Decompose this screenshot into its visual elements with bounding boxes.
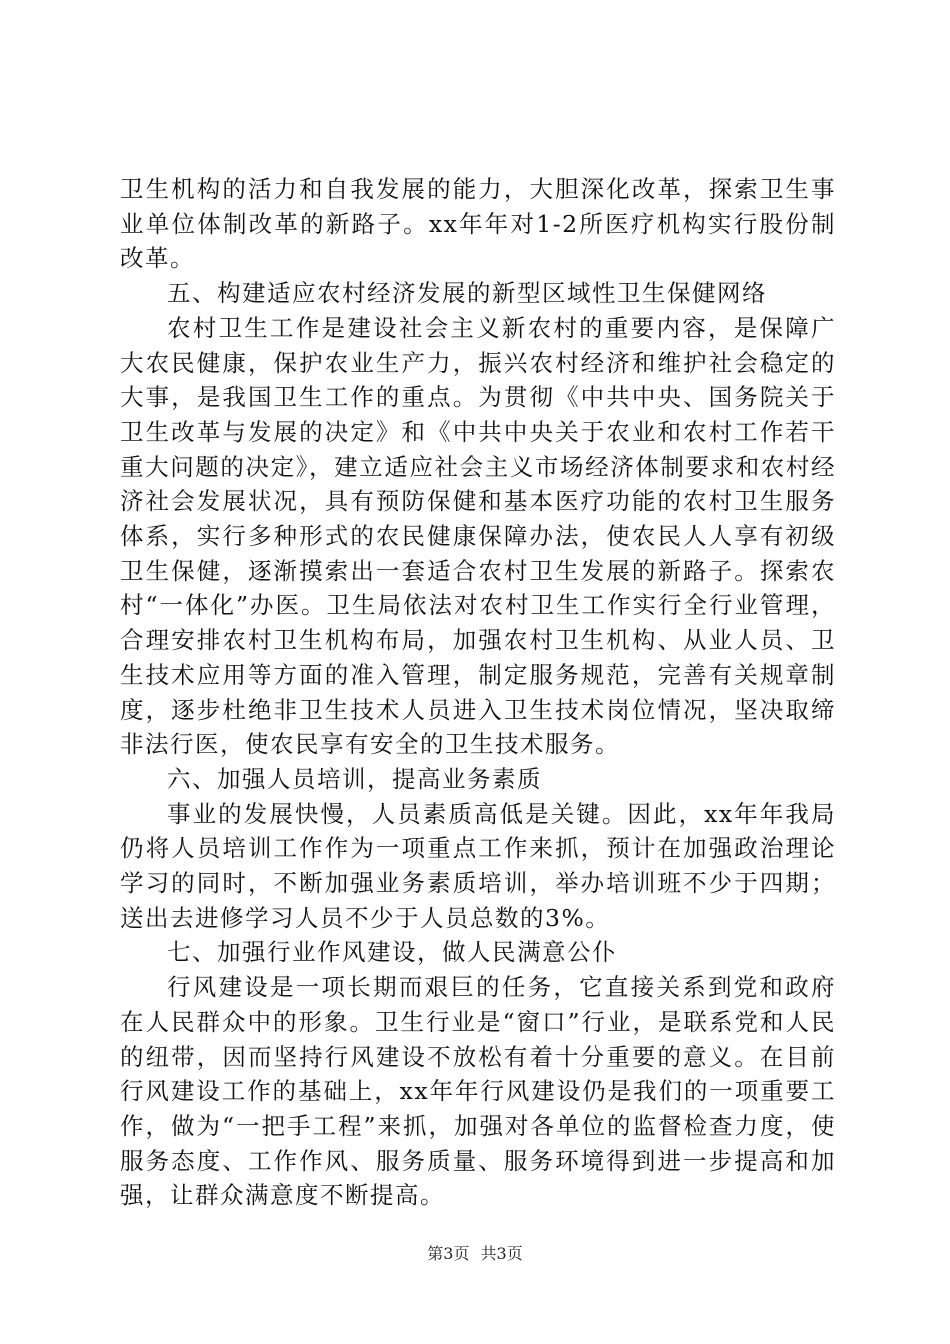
page-total: 共3页 [480, 1244, 523, 1263]
paragraph-industry-conduct: 行风建设是一项长期而艰巨的任务，它直接关系到党和政府在人民群众中的形象。卫生行业是“窗口”行业，是联系党和人民的纽带，因而坚持行风建设不放松有着十分重要的意义。在目前行风建设工作的基础上，xx年年行风建设仍是我们的一项重要工作，做为“一把手工程”来抓，加强对各单位的监督检查力度，使服务态度、工作作风、服务质量、服务环境得到进一步提高和加强，让群众满意度不断提高。 [120, 973, 836, 1210]
paragraph-staff-training: 事业的发展快慢，人员素质高低是关键。因此，xx年年我局仍将人员培训工作作为一项重点工作来抓，预计在加强政治理论学习的同时，不断加强业务素质培训，举办培训班不少于四期；送出去进修学习人员不少于人员总数的3%。 [120, 799, 836, 932]
page-footer [0, 1243, 950, 1265]
paragraph-rural-health: 农村卫生工作是建设社会主义新农村的重要内容，是保障广大农民健康，保护农业生产力，振兴农村经济和维护社会稳定的大事，是我国卫生工作的重点。为贯彻《中共中央、国务院关于卫生改革与发展的决定》和《中共中央关于农业和农村工作若干重大问题的决定》，建立适应社会主义市场经济体制要求和农村经济社会发展状况，具有预防保健和基本医疗功能的农村卫生服务体系，实行多种形式的农民健康保障办法，使农民人人享有初级卫生保健，逐渐摸索出一套适合农村卫生发展的新路子。探索农村“一体化”办医。卫生局依法对农村卫生工作实行全行业管理，合理安排农村卫生机构布局，加强农村卫生机构、从业人员、卫生技术应用等方面的准入管理，制定服务规范，完善有关规章制度，逐步杜绝非卫生技术人员进入卫生技术岗位情况，坚决取缔非法行医，使农民享有安全的卫生技术服务。 [120, 313, 836, 759]
section-heading-6: 六、加强人员培训，提高业务素质 [167, 764, 542, 793]
section-heading-5: 五、构建适应农村经济发展的新型区域性卫生保健网络 [167, 279, 767, 308]
document-body [120, 172, 836, 1213]
section-heading-7: 七、加强行业作风建设，做人民满意公仆 [167, 938, 617, 967]
page-number: 第3页 [427, 1244, 470, 1263]
paragraph-continuation: 卫生机构的活力和自我发展的能力，大胆深化改革，探索卫生事业单位体制改革的新路子。xx年年对1-2所医疗机构实行股份制改革。 [120, 175, 836, 273]
